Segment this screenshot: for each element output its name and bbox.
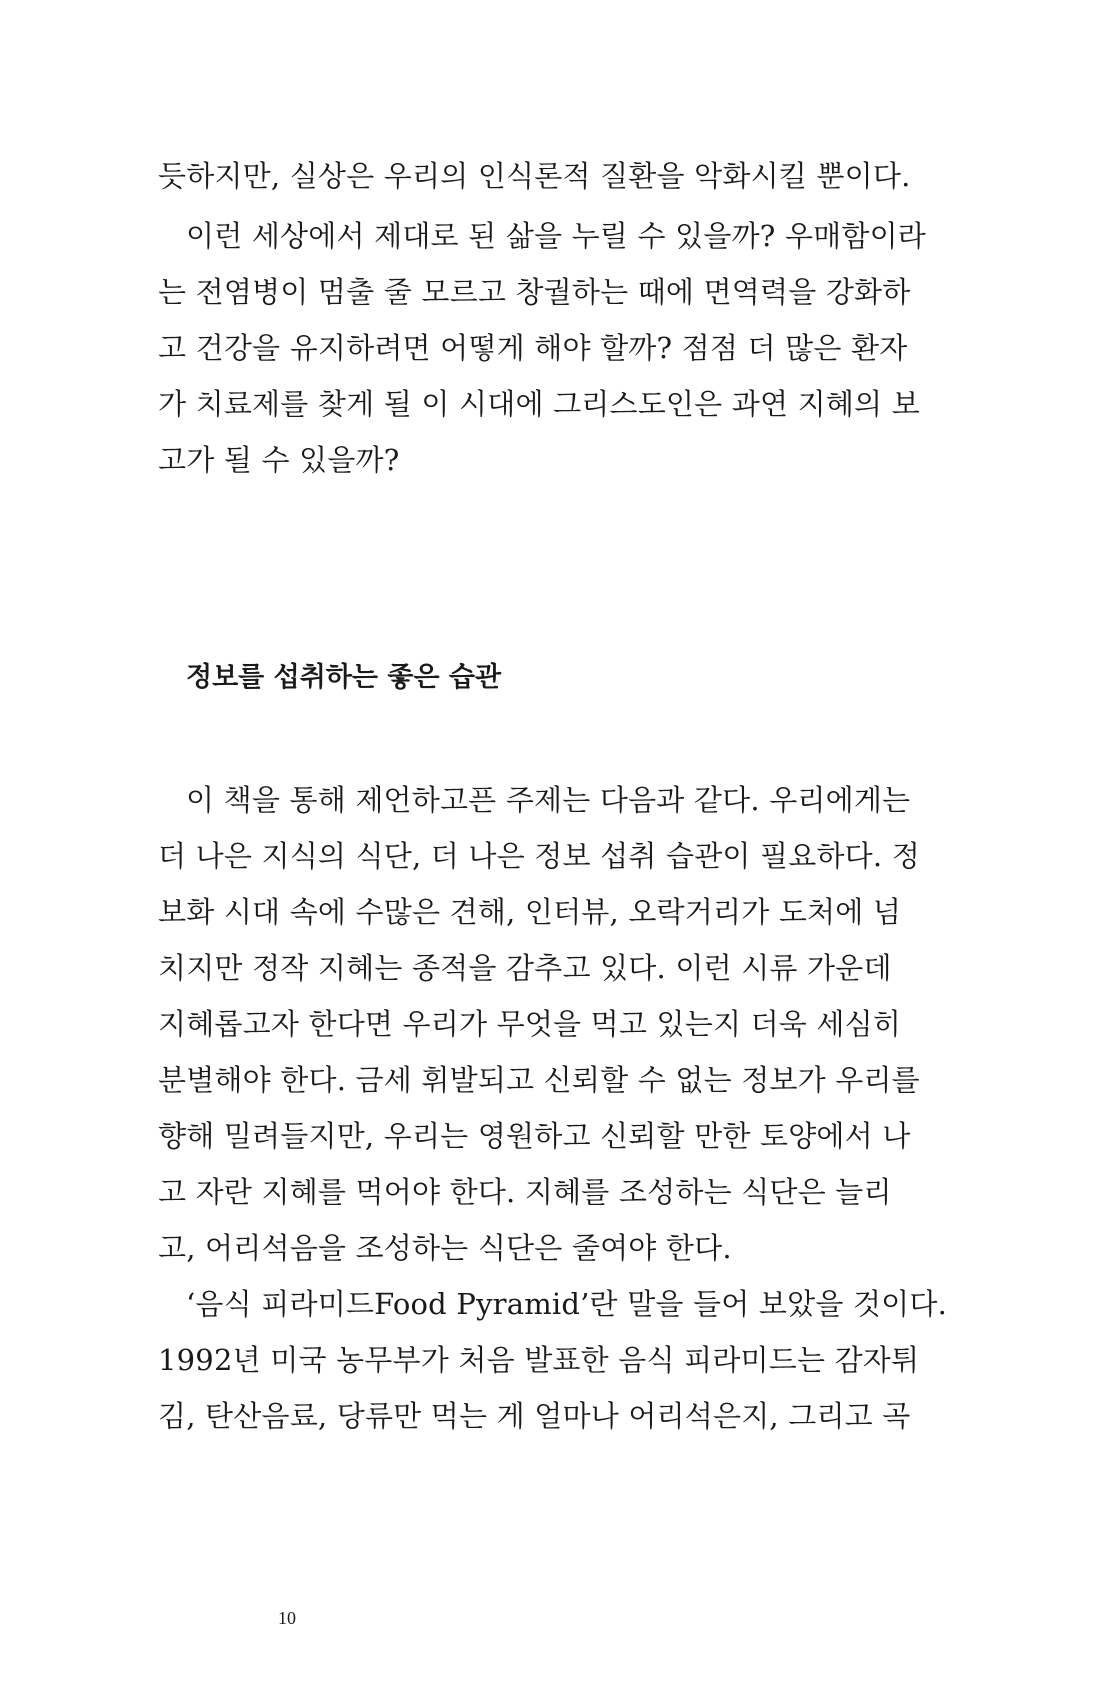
paragraph-4-line-2: 1992년 미국 농무부가 처음 발표한 음식 피라미드는 감자튀: [158, 1343, 920, 1377]
paragraph-2-line-3: 고 건강을 유지하려면 어떻게 해야 할까? 점점 더 많은 환자: [158, 331, 908, 365]
paragraph-3-line-2: 더 나은 지식의 식단, 더 나은 정보 섭취 습관이 필요하다. 정: [158, 839, 920, 873]
paragraph-3-line-6: 분별해야 한다. 금세 휘발되고 신뢰할 수 없는 정보가 우리를: [158, 1063, 920, 1097]
paragraph-2-line-4: 가 치료제를 찾게 될 이 시대에 그리스도인은 과연 지혜의 보: [158, 387, 920, 421]
paragraph-3-line-9: 고, 어리석음을 조성하는 식단은 줄여야 한다.: [158, 1231, 732, 1265]
paragraph-1-line-1: 듯하지만, 실상은 우리의 인식론적 질환을 악화시킬 뿐이다.: [158, 159, 911, 193]
paragraph-3-line-4: 치지만 정작 지혜는 종적을 감추고 있다. 이런 시류 가운데: [158, 951, 892, 985]
paragraph-3-line-1: 이 책을 통해 제언하고픈 주제는 다음과 같다. 우리에게는: [186, 783, 911, 817]
paragraph-3-line-7: 향해 밀려들지만, 우리는 영원하고 신뢰할 만한 토양에서 나: [158, 1119, 911, 1153]
paragraph-2-line-2: 는 전염병이 멈출 줄 모르고 창궐하는 때에 면역력을 강화하: [158, 275, 911, 309]
section-heading: 정보를 섭취하는 좋은 습관: [186, 662, 502, 693]
paragraph-2-line-1: 이런 세상에서 제대로 된 삶을 누릴 수 있을까? 우매함이라: [186, 219, 927, 253]
paragraph-4-line-1: ‘음식 피라미드Food Pyramid’란 말을 들어 보았을 것이다.: [186, 1287, 948, 1321]
paragraph-4-line-3: 김, 탄산음료, 당류만 먹는 게 얼마나 어리석은지, 그리고 곡: [158, 1399, 911, 1433]
paragraph-2-line-5: 고가 될 수 있을까?: [158, 443, 400, 477]
page-number: 10: [278, 1608, 296, 1628]
paragraph-3-line-8: 고 자란 지혜를 먹어야 한다. 지혜를 조성하는 식단은 늘리: [158, 1175, 892, 1209]
paragraph-3-line-3: 보화 시대 속에 수많은 견해, 인터뷰, 오락거리가 도처에 넘: [158, 895, 902, 929]
paragraph-3-line-5: 지혜롭고자 한다면 우리가 무엇을 먹고 있는지 더욱 세심히: [158, 1007, 902, 1041]
